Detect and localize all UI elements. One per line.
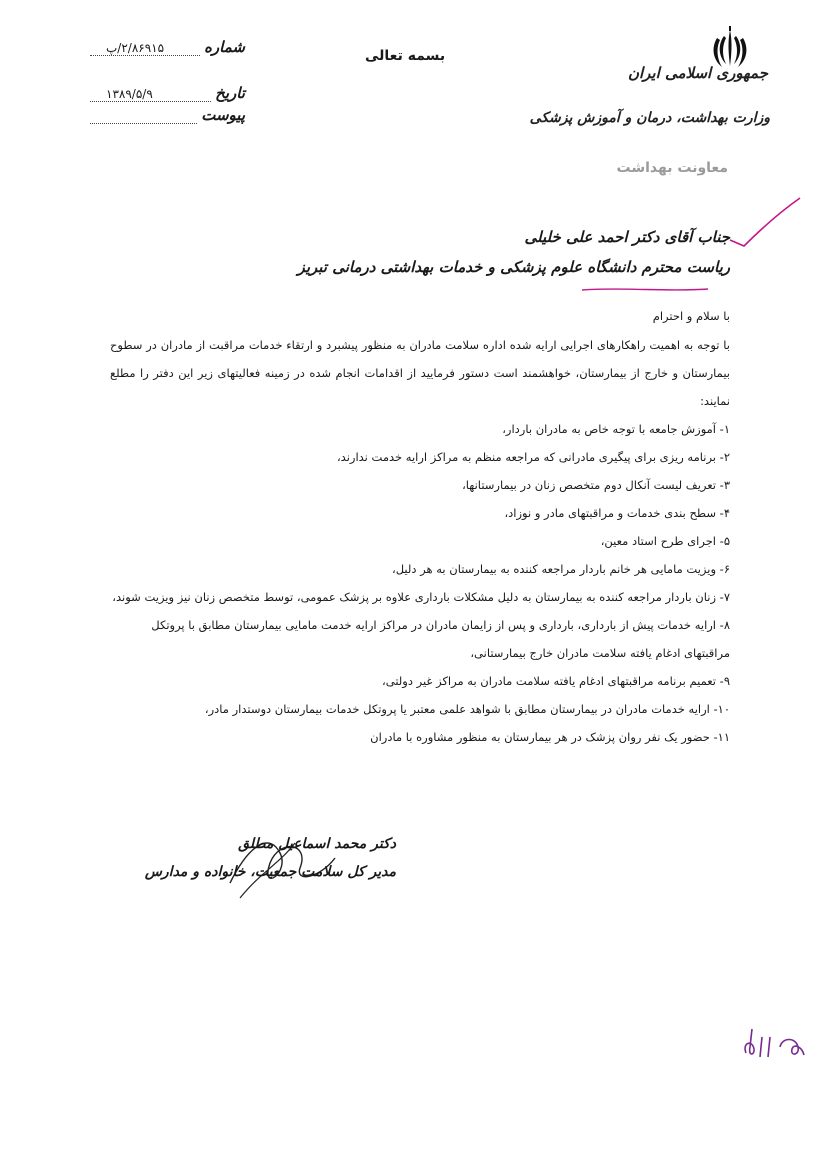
bismillah: بسمه تعالی [365, 48, 446, 64]
list-item: ۲- برنامه ریزی برای پیگیری مادرانی که مراجعه منظم به مراکز ارایه خدمت ندارند، [336, 450, 730, 464]
pen-check-mark [724, 194, 804, 254]
date-row [90, 80, 245, 102]
list-item: ۱- آموزش جامعه با توجه خاص به مادران باردار، [502, 422, 730, 436]
list-item: ۸- ارایه خدمات پیش از بارداری، بارداری و پس از زایمان مادران در مراکز ارایه خدمت مامایی بیمارستان مطابق با پروتکل مراقبتهای ادغام یافته سلامت مادران خارج بیمارستانی، [151, 618, 730, 660]
list-item: ۱۰- ارایه خدمات مادران در بیمارستان مطابق با شواهد علمی معتبر یا پروتکل خدمات بیمارستان دوستدار مادر، [204, 702, 730, 716]
recipient-title: ریاست محترم دانشگاه علوم پزشکی و خدمات بهداشتی درمانی تبریز [297, 258, 730, 276]
ministry-header-line1: جمهوری اسلامی ایران [627, 64, 768, 82]
signatory-name: دکتر محمد اسماعیل مطلق [238, 836, 396, 852]
items-list [110, 415, 730, 751]
list-item: ۶- ویزیت مامایی هر خانم باردار مراجعه کننده به بیمارستان به هر دلیل، [391, 562, 730, 576]
deputy-title: معاونت بهداشت [616, 160, 728, 176]
attachment-row [90, 102, 245, 124]
ministry-header-line2: وزارت بهداشت، درمان و آموزش پزشکی [529, 110, 770, 126]
recipient-name: جناب آقای دکتر احمد علی خلیلی [524, 228, 730, 246]
handwritten-note [740, 1025, 810, 1065]
signature-scribble [200, 823, 340, 903]
list-item: ۹- تعمیم برنامه مراقبتهای ادغام یافته سلامت مادران به مراکز غیر دولتی، [382, 674, 730, 688]
list-item: ۵- اجرای طرح استاد معین، [600, 534, 730, 548]
number-value: ۲/۸۶۹۱۵/پ [90, 41, 200, 56]
greeting: با سلام و احترام [652, 309, 730, 323]
attachment-value [90, 123, 197, 124]
list-item: ۷- زنان باردار مراجعه کننده به بیمارستان به دلیل مشکلات بارداری علاوه بر پزشک عمومی، توسط متخصص زنان نیز ویزیت شوند، [112, 590, 730, 604]
list-item: ۳- تعریف لیست آنکال دوم متخصص زنان در بیمارستانها، [462, 478, 730, 492]
list-item: ۱۱- حضور یک نفر روان پزشک در هر بیمارستان به منظور مشاوره با مادران [370, 730, 730, 744]
attachment-label: پیوست [201, 106, 245, 124]
list-item: ۴- سطح بندی خدمات و مراقبتهای مادر و نوزاد، [504, 506, 730, 520]
date-label: تاریخ [215, 84, 245, 102]
pen-underline [580, 285, 710, 293]
number-row [90, 34, 245, 56]
signatory-title: مدیر کل سلامت جمعیت، خانواده و مدارس [144, 864, 396, 880]
date-value: ۱۳۸۹/۵/۹ [90, 87, 211, 102]
number-label: شماره [204, 38, 245, 56]
intro-paragraph: با توجه به اهمیت راهکارهای اجرایی ارایه شده اداره سلامت مادران به منظور پیشبرد و ارتقاء خدمات مراقبت از مادران در سطوح بیمارستان و خارج از بیمارستان، خواهشمند است دستور فرمایید از اقدامات انجام شده در زمینه فعالیتهای زیر این دفتر را مطلع نمایند: [110, 338, 730, 408]
